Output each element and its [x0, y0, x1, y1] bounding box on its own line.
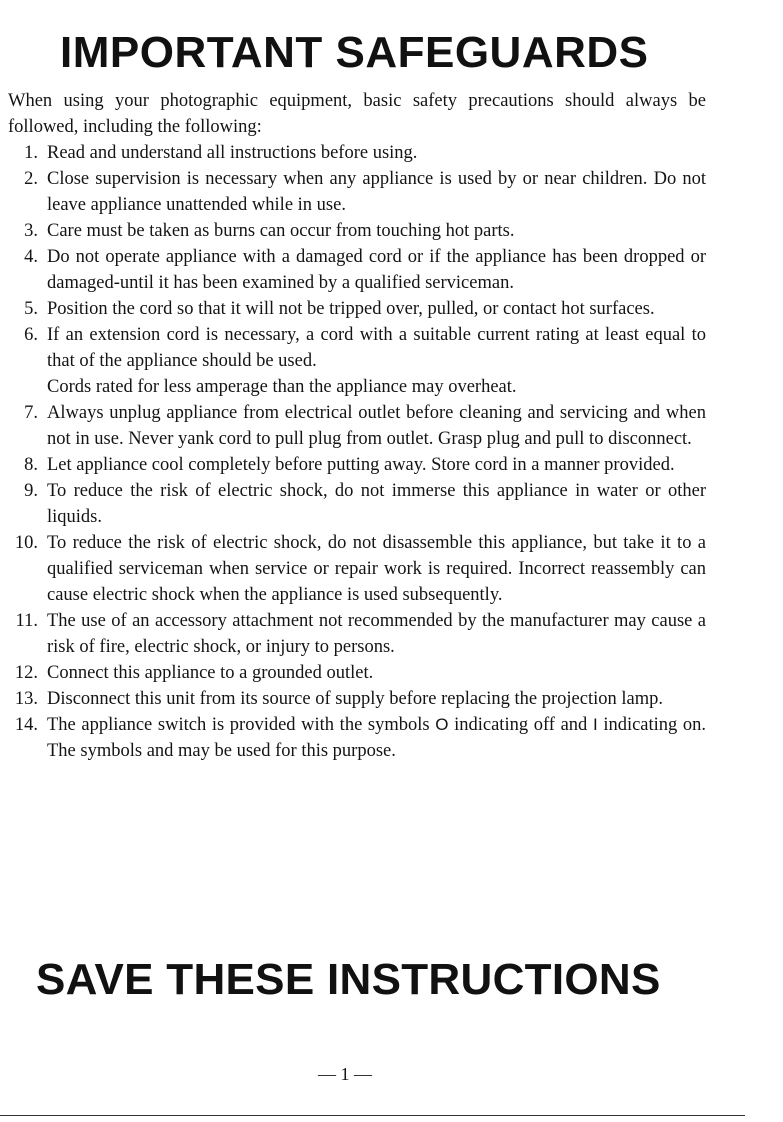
item-text: To reduce the risk of electric shock, do not disassemble this appliance, but take it to a qualified serviceman when service or repair work is required. Incorrect reassembly can cause electric shock when the appliance is used subsequently.	[47, 533, 706, 605]
item-text: Disconnect this unit from its source of supply before replacing the projection lamp.	[47, 689, 663, 709]
item-number: 13.	[14, 689, 38, 709]
item-text: Always unplug appliance from electrical outlet before cleaning and servicing and when not in use. Never yank cord to pull plug from outlet. Grasp plug and pull to disconnect.	[47, 403, 706, 449]
item-text: To reduce the risk of electric shock, do not immerse this appliance in water or other liquids.	[47, 481, 706, 527]
off-symbol: O	[435, 715, 449, 734]
list-item	[8, 686, 706, 712]
list-item	[8, 296, 706, 322]
item-number: 5.	[24, 299, 38, 319]
item-text: Care must be taken as burns can occur from touching hot parts.	[47, 221, 515, 241]
on-symbol: I	[592, 715, 598, 734]
item-number: 10.	[14, 533, 38, 553]
list-item	[8, 452, 706, 478]
item-text: Let appliance cool completely before putting away. Store cord in a manner provided.	[47, 455, 675, 475]
item-number: 7.	[24, 403, 38, 423]
item-text: indicating off and	[454, 715, 588, 735]
safeguards-body	[8, 88, 706, 764]
list-item	[8, 400, 706, 452]
list-item	[8, 218, 706, 244]
list-item	[8, 660, 706, 686]
save-instructions-heading: SAVE THESE INSTRUCTIONS	[36, 955, 661, 1004]
item-text: Connect this appliance to a grounded outlet.	[47, 663, 374, 683]
list-item	[8, 712, 706, 764]
item-number: 14.	[14, 715, 38, 735]
list-item	[8, 608, 706, 660]
list-item	[8, 140, 706, 166]
item-text: The appliance switch is provided with the symbols	[47, 715, 430, 735]
item-text: indicating on. The symbols and may be used for this purpose.	[47, 715, 707, 761]
page-title: IMPORTANT SAFEGUARDS	[60, 28, 649, 77]
list-item	[8, 322, 706, 400]
item-number: 12.	[14, 663, 38, 683]
bottom-rule	[0, 1115, 745, 1116]
item-text: Position the cord so that it will not be tripped over, pulled, or contact hot surfaces.	[47, 299, 655, 319]
item-number: 11.	[15, 611, 38, 631]
item-number: 2.	[24, 169, 38, 189]
page-number: — 1 —	[318, 1064, 372, 1084]
item-number: 6.	[24, 325, 38, 345]
list-item	[8, 530, 706, 608]
item-text: Read and understand all instructions before using.	[47, 143, 418, 163]
item-text: The use of an accessory attachment not recommended by the manufacturer may cause a risk of fire, electric shock, or injury to persons.	[47, 611, 706, 657]
item-text: Close supervision is necessary when any appliance is used by or near children. Do not leave appliance unattended while in use.	[47, 169, 706, 215]
item-text-continued: Cords rated for less amperage than the appliance may overheat.	[47, 377, 517, 397]
item-text: If an extension cord is necessary, a cord with a suitable current rating at least equal to that of the appliance should be used.	[47, 325, 706, 371]
list-item	[8, 244, 706, 296]
item-number: 3.	[24, 221, 38, 241]
item-number: 9.	[24, 481, 38, 501]
item-number: 4.	[24, 247, 38, 267]
list-item	[8, 478, 706, 530]
intro-paragraph: When using your photographic equipment, basic safety precautions should always be followed, including the following:	[8, 91, 706, 137]
safeguards-list	[8, 140, 706, 764]
item-number: 8.	[24, 455, 38, 475]
item-number: 1.	[24, 143, 38, 163]
item-text: Do not operate appliance with a damaged cord or if the appliance has been dropped or damaged-until it has been examined by a qualified serviceman.	[47, 247, 706, 293]
list-item	[8, 166, 706, 218]
